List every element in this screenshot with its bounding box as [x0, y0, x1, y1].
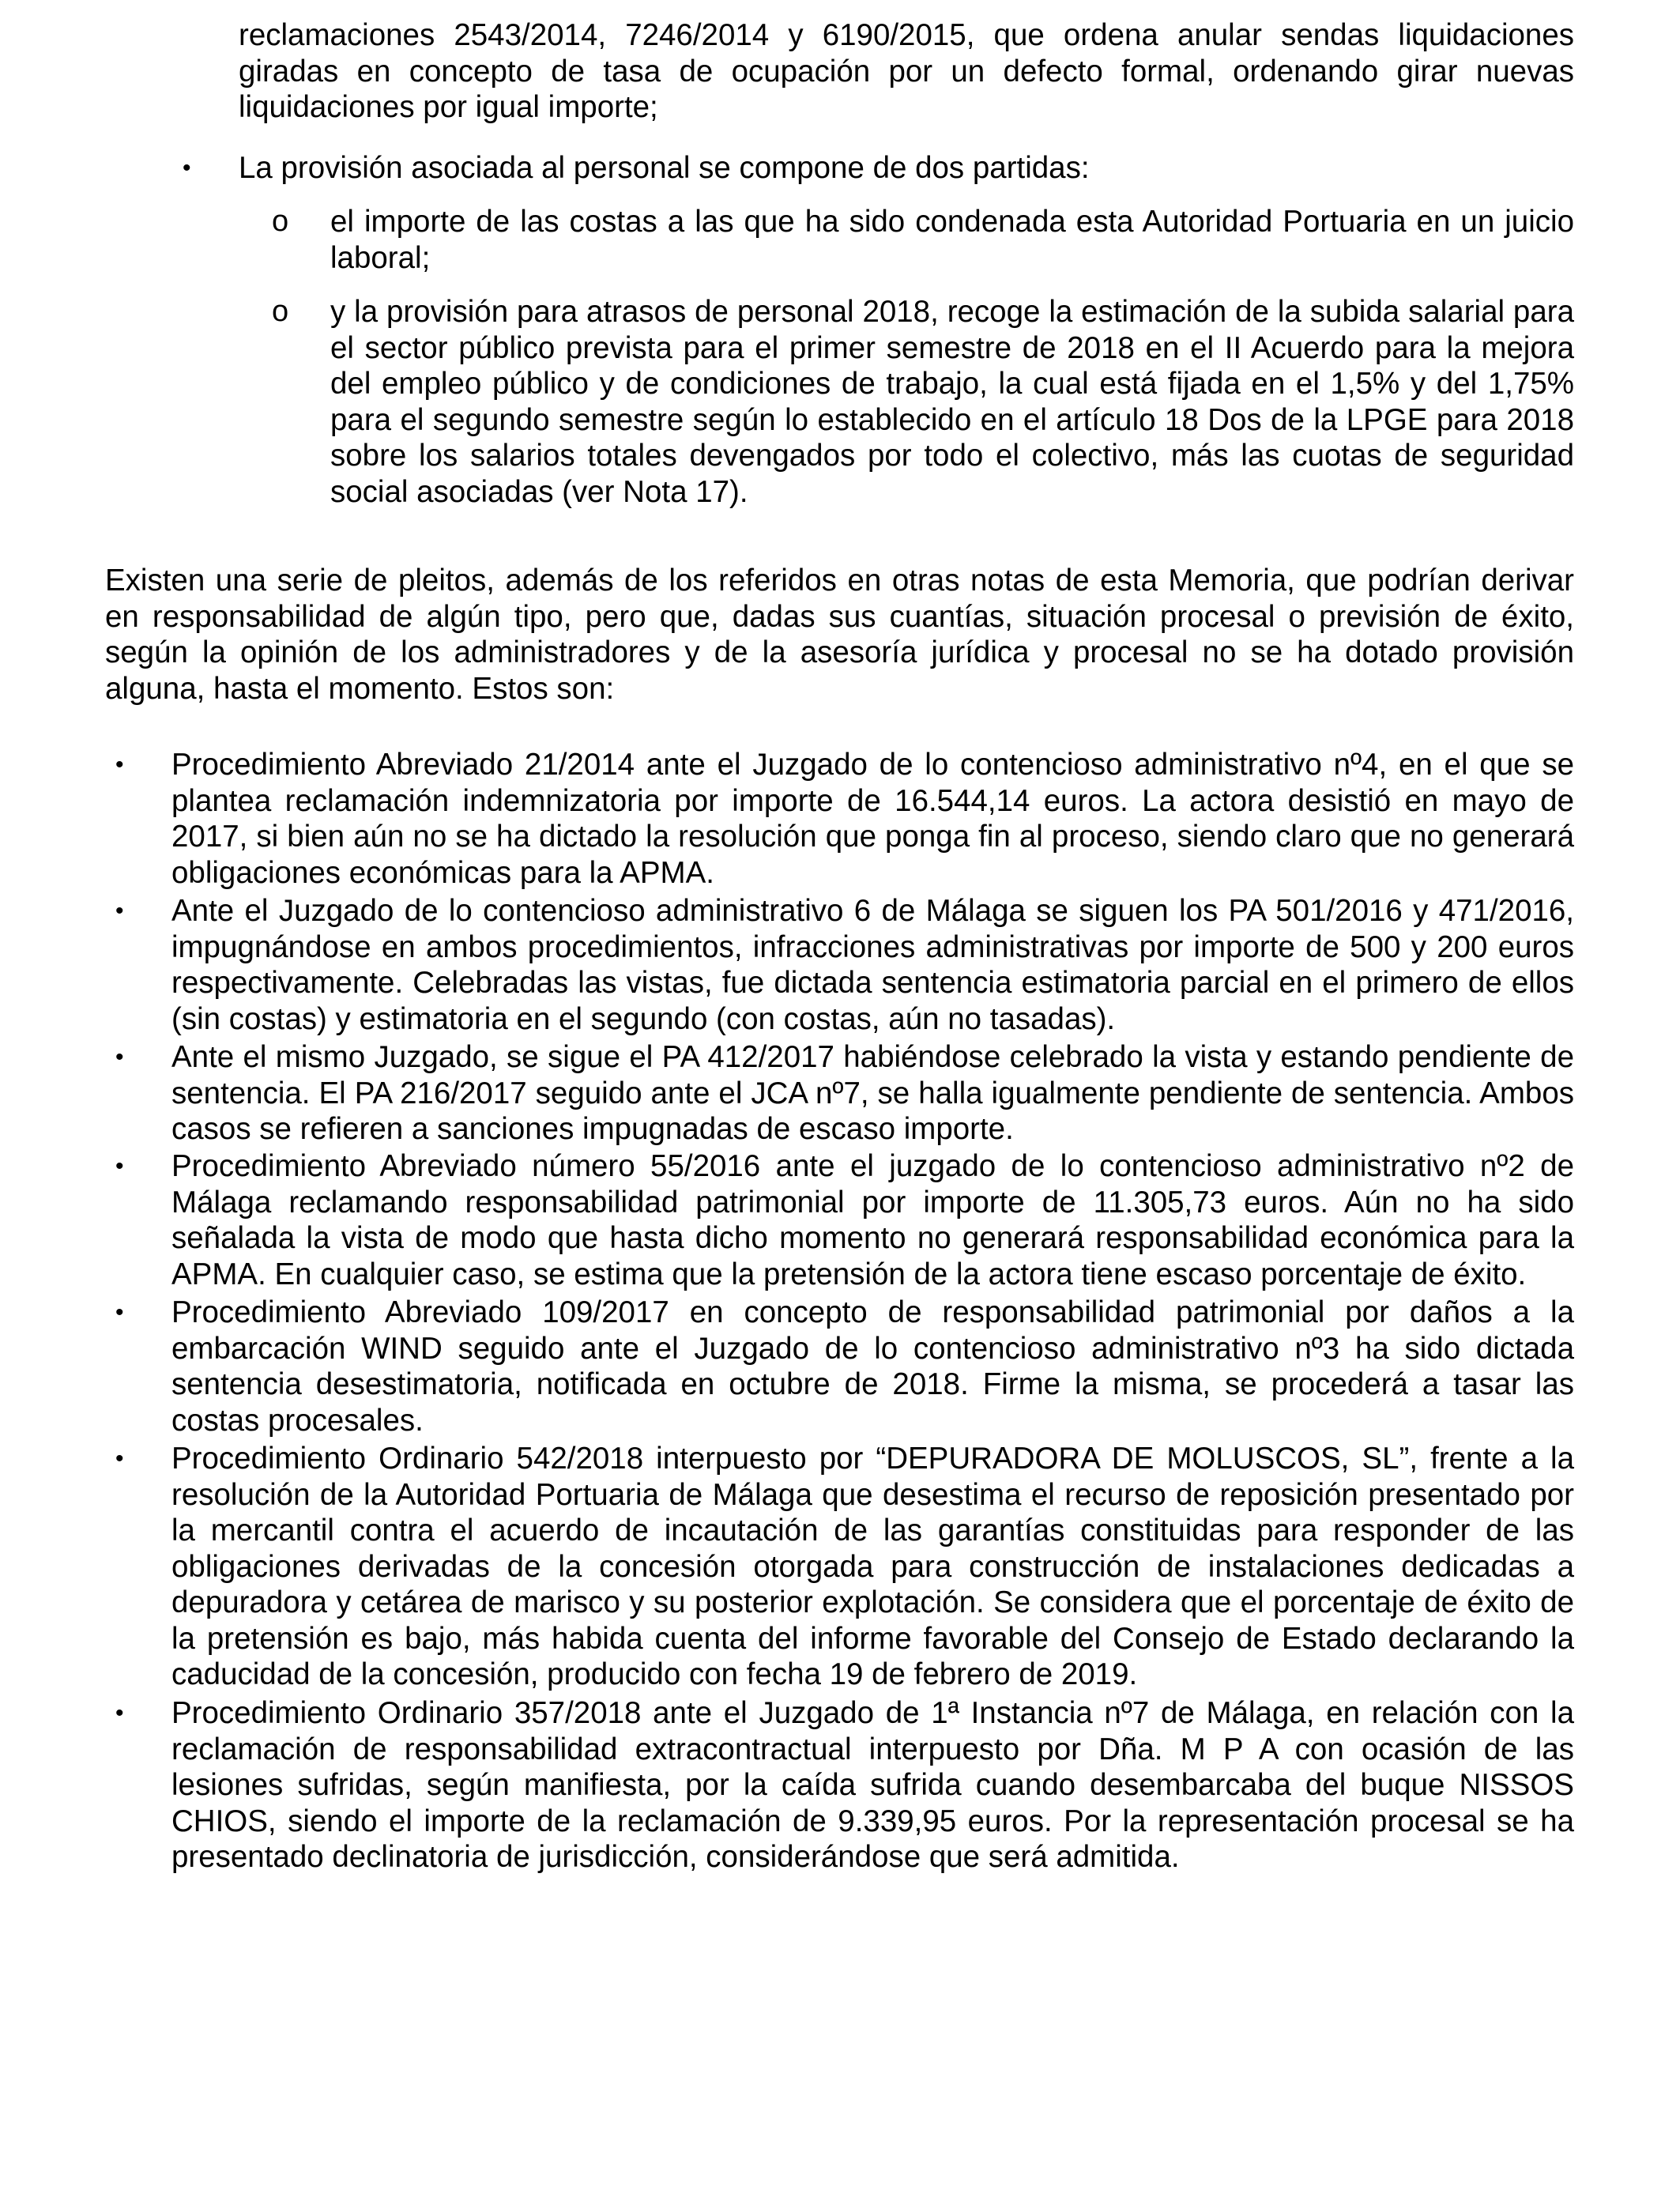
bullet-icon: •: [115, 1044, 124, 1070]
lawsuit-item: Ante el mismo Juzgado, se sigue el PA 412/2017 habiéndose celebrado la vista y estando pendiente de sentencia. El PA 216/2017 seguido ante el JCA nº7, se halla igualmente pendiente de sentencia. Ambos casos se refieren a sanciones impugnadas de escaso importe.: [171, 1040, 1574, 1146]
sub-bullet-icon: o: [272, 205, 289, 238]
continuation-paragraph: reclamaciones 2543/2014, 7246/2014 y 6190/2015, que ordena anular sendas liquidaciones giradas en concepto de tasa de ocupación por un defecto formal, ordenando girar nuevas liquidaciones por igual importe;: [239, 18, 1574, 124]
lawsuit-item: Procedimiento Ordinario 357/2018 ante el Juzgado de 1ª Instancia nº7 de Málaga, en relación con la reclamación de responsabilidad extracontractual interpuesto por Dña. M P A con ocasión de las lesiones sufridas, según manifiesta, por la caída sufrida cuando desembarcaba del buque NISSOS CHIOS, siendo el importe de la reclamación de 9.339,95 euros. Por la representación procesal se ha presentado declinatoria de jurisdicción, considerándose que será admitida.: [171, 1696, 1574, 1874]
bullet-icon: •: [115, 752, 124, 778]
lawsuit-item: Ante el Juzgado de lo contencioso administrativo 6 de Málaga se siguen los PA 501/2016 y 471/2016, impugnándose en ambos procedimientos, infracciones administrativas por importe de 500 y 200 euros respectivamente. Celebradas las vistas, fue dictada sentencia estimatoria parcial en el primero de ellos (sin costas) y estimatoria en el segundo (con costas, aún no tasadas).: [171, 894, 1574, 1036]
bullet-icon: •: [115, 898, 124, 924]
lawsuit-item: Procedimiento Abreviado 21/2014 ante el Juzgado de lo contencioso administrativo nº4, en el que se plantea reclamación indemnizatoria por importe de 16.544,14 euros. La actora desistió en mayo de 2017, si bien aún no se ha dictado la resolución que ponga fin al proceso, siendo claro que no generará obligaciones económicas para la APMA.: [171, 748, 1574, 890]
personal-provision-subitem: y la provisión para atrasos de personal 2018, recoge la estimación de la subida salarial para el sector público prevista para el primer semestre de 2018 en el II Acuerdo para la mejora del empleo público y de condiciones de trabajo, la cual está fijada en el 1,5% y del 1,75% para el segundo semestre según lo establecido en el artículo 18 Dos de la LPGE para 2018 sobre los salarios totales devengados por todo el colectivo, más las cuotas de seguridad social asociadas (ver Nota 17).: [330, 295, 1574, 509]
bullet-icon: •: [115, 1446, 124, 1472]
bullet-icon: •: [115, 1153, 124, 1179]
personal-provision-intro: La provisión asociada al personal se compone de dos partidas:: [239, 151, 1090, 185]
bullet-icon: •: [115, 1299, 124, 1325]
bullet-icon: •: [115, 1700, 124, 1726]
lawsuit-item: Procedimiento Abreviado número 55/2016 ante el juzgado de lo contencioso administrativo nº2 de Málaga reclamando responsabilidad patrimonial por importe de 11.305,73 euros. Aún no ha sido señalada la vista de modo que hasta dicho momento no generará responsabilidad económica para la APMA. En cualquier caso, se estima que la pretensión de la actora tiene escaso porcentaje de éxito.: [171, 1149, 1574, 1291]
sub-bullet-icon: o: [272, 295, 289, 328]
lawsuit-item: Procedimiento Abreviado 109/2017 en concepto de responsabilidad patrimonial por daños a la embarcación WIND seguido ante el Juzgado de lo contencioso administrativo nº3 ha sido dictada sentencia desestimatoria, notificada en octubre de 2018. Firme la misma, se procederá a tasar las costas procesales.: [171, 1295, 1574, 1438]
lawsuit-item: Procedimiento Ordinario 542/2018 interpuesto por “DEPURADORA DE MOLUSCOS, SL”, frente a la resolución de la Autoridad Portuaria de Málaga que desestima el recurso de reposición presentado por la mercantil contra el acuerdo de incautación de las garantías constituidas para responder de las obligaciones derivadas de la concesión otorgada para construcción de instalaciones dedicadas a depuradora y cetárea de marisco y su posterior explotación. Se considera que el porcentaje de éxito de la pretensión es bajo, más habida cuenta del informe favorable del Consejo de Estado declarando la caducidad de la concesión, producido con fecha 19 de febrero de 2019.: [171, 1442, 1574, 1691]
lawsuits-intro-paragraph: Existen una serie de pleitos, además de los referidos en otras notas de esta Memoria, que podrían derivar en responsabilidad de algún tipo, pero que, dadas sus cuantías, situación procesal o previsión de éxito, según la opinión de los administradores y de la asesoría jurídica y procesal no se ha dotado provisión alguna, hasta el momento. Estos son:: [105, 564, 1574, 706]
bullet-icon: •: [183, 155, 191, 181]
personal-provision-subitem: el importe de las costas a las que ha sido condenada esta Autoridad Portuaria en un juicio laboral;: [330, 205, 1574, 275]
